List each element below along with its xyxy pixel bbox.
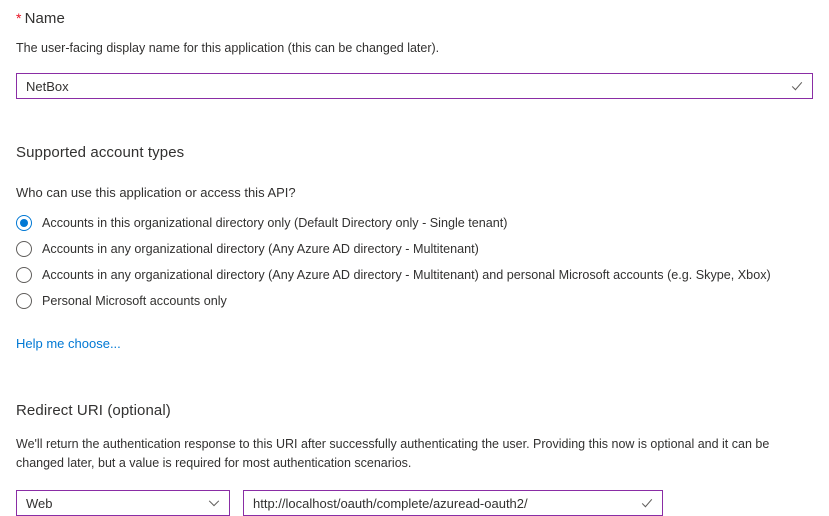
radio-multitenant[interactable] bbox=[16, 241, 813, 257]
account-types-question: Who can use this application or access this API? bbox=[16, 185, 296, 200]
redirect-uri-title: Redirect URI (optional) bbox=[16, 402, 171, 419]
redirect-uri-description: We'll return the authentication response to this URI after successfully authenticating the user. Providing this now is optional and it can be changed later, but a value is required for most authentication scenarios. bbox=[16, 437, 770, 470]
help-me-choose-link[interactable]: Help me choose... bbox=[16, 336, 121, 351]
redirect-uri-input-box bbox=[243, 490, 663, 516]
platform-select-value: Web bbox=[26, 495, 53, 511]
supported-account-types-section bbox=[16, 144, 813, 353]
chevron-down-icon bbox=[207, 496, 221, 510]
name-label-text: Name bbox=[24, 10, 65, 27]
radio-button-icon[interactable] bbox=[16, 293, 32, 309]
radio-multitenant-personal[interactable] bbox=[16, 267, 813, 283]
radio-button-icon[interactable] bbox=[16, 215, 32, 231]
redirect-uri-input[interactable] bbox=[244, 491, 662, 515]
name-section bbox=[16, 10, 813, 99]
supported-account-types-title: Supported account types bbox=[16, 144, 185, 161]
radio-label: Accounts in any organizational directory (Any Azure AD directory - Multitenant) bbox=[42, 242, 479, 256]
radio-single-tenant[interactable] bbox=[16, 215, 813, 231]
required-asterisk: * bbox=[16, 10, 22, 26]
name-input[interactable] bbox=[17, 74, 812, 98]
account-type-radio-group bbox=[16, 215, 813, 309]
redirect-uri-section bbox=[16, 402, 813, 516]
name-description: The user-facing display name for this application (this can be changed later). bbox=[16, 41, 440, 55]
name-input-box bbox=[16, 73, 813, 99]
name-label bbox=[16, 10, 813, 27]
radio-label: Accounts in any organizational directory (Any Azure AD directory - Multitenant) and personal Microsoft accounts (e.g. Skype, Xbox) bbox=[42, 268, 771, 282]
radio-label: Accounts in this organizational directory only (Default Directory only - Single tenant) bbox=[42, 216, 508, 230]
radio-personal-only[interactable] bbox=[16, 293, 813, 309]
radio-label: Personal Microsoft accounts only bbox=[42, 294, 227, 308]
redirect-uri-row bbox=[16, 490, 813, 516]
radio-button-icon[interactable] bbox=[16, 241, 32, 257]
valid-checkmark-icon bbox=[640, 496, 654, 510]
radio-button-icon[interactable] bbox=[16, 267, 32, 283]
valid-checkmark-icon bbox=[790, 79, 804, 93]
platform-select[interactable] bbox=[16, 490, 230, 516]
